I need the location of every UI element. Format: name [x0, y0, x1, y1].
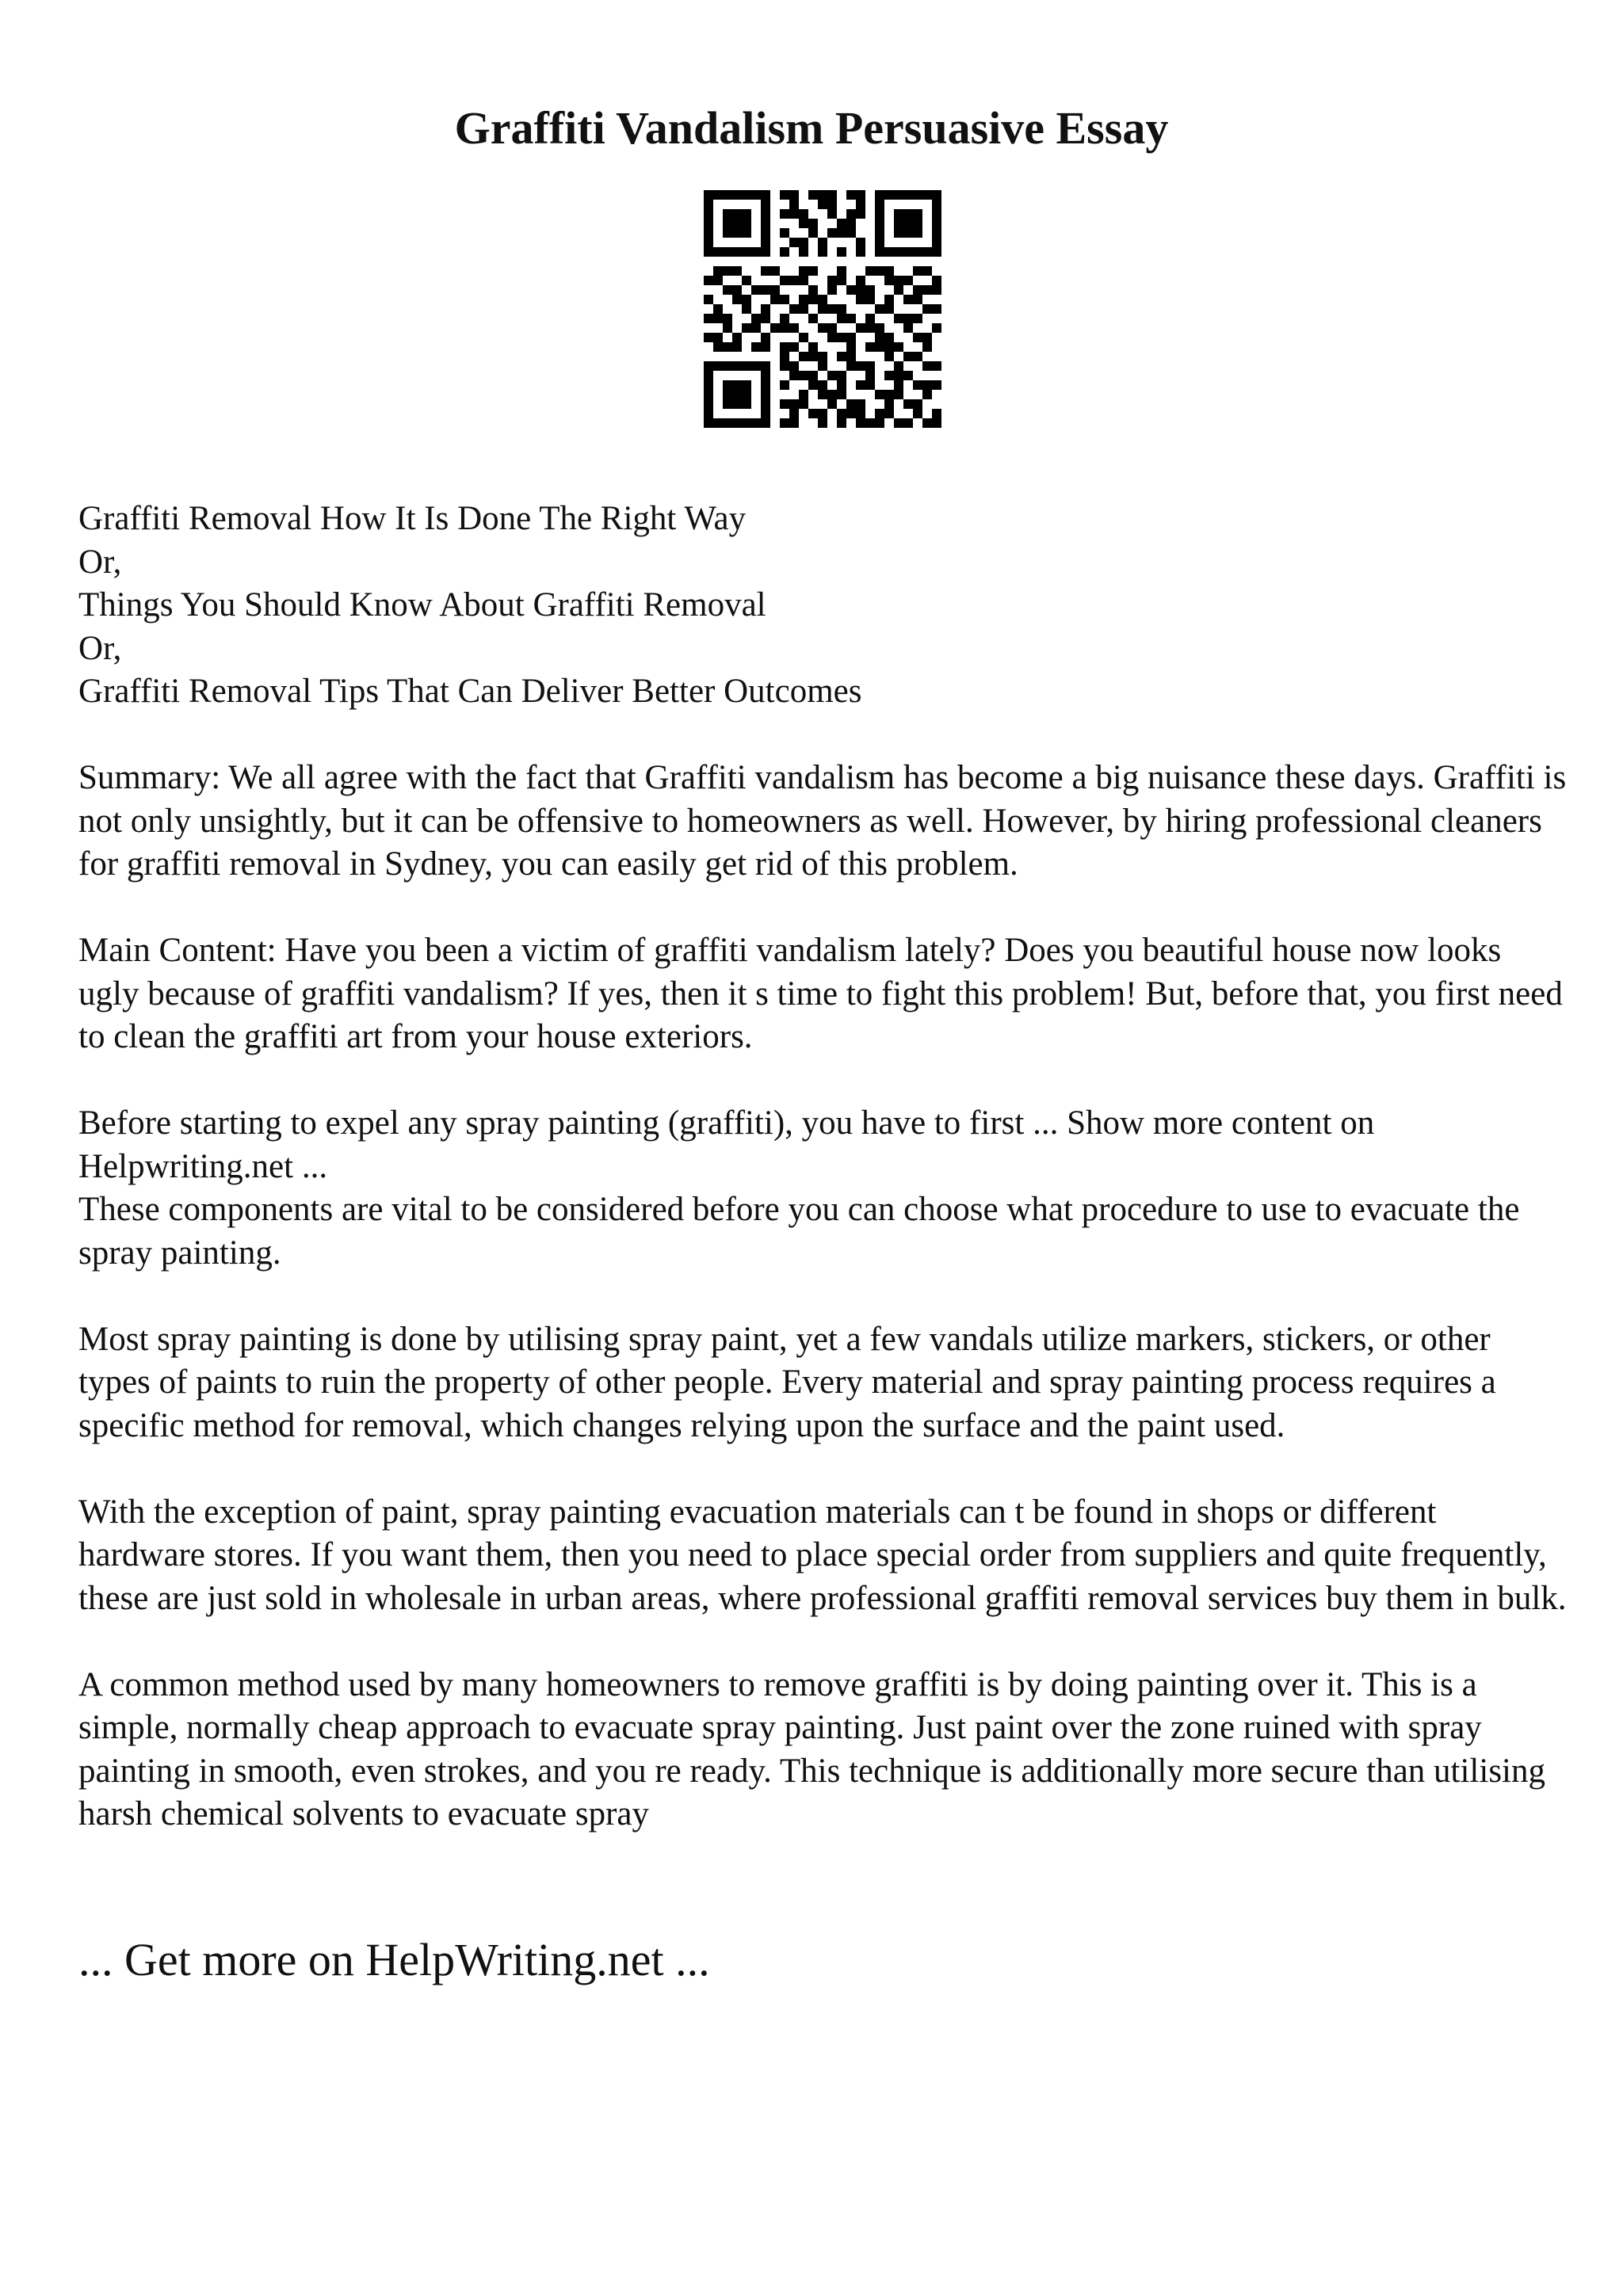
headline-option: Graffiti Removal Tips That Can Deliver Better Outcomes [78, 673, 862, 710]
exception-text: With the exception of paint, spray painting evacuation materials can t be found in shops or different hardware stores. If you want them, then you need to place special order from suppliers and quite frequently, these are just sold in wholesale in urban areas, where professional graffiti removal services buy them in bulk. [78, 1493, 1567, 1617]
common-method-paragraph [78, 1664, 1568, 1836]
before-starting-paragraph [78, 1102, 1568, 1188]
get-more-link[interactable]: ... Get more on HelpWriting.net ... [78, 1934, 710, 1985]
exception-paragraph [78, 1491, 1568, 1621]
components-text: These components are vital to be considered before you can choose what procedure to use to evacuate the spray painting. [78, 1191, 1520, 1272]
components-paragraph [78, 1188, 1568, 1275]
headline-separator: Or, [78, 543, 122, 581]
most-spray-paragraph [78, 1318, 1568, 1448]
common-method-text: A common method used by many homeowners to remove graffiti is by doing painting over it. This is a simple, normally cheap approach to evacuate spray painting. Just paint over the zone ruined with spray painting in smooth, even strokes, and you re ready. This technique is additionally more secure than utilising harsh chemical solvents to evacuate spray [78, 1665, 1545, 1833]
headline-option: Graffiti Removal How It Is Done The Right Way [78, 500, 747, 537]
main-content-text: Main Content: Have you been a victim of graffiti vandalism lately? Does you beautiful house now looks ugly because of graffiti vandalism? If yes, then it s time to fight this problem! But, before that, you first need to clean the graffiti art from your house exteriors. [78, 932, 1563, 1055]
headline-separator: Or, [78, 629, 122, 667]
page-title: Graffiti Vandalism Persuasive Essay [454, 102, 1169, 154]
most-spray-text: Most spray painting is done by utilising spray paint, yet a few vandals utilize markers, stickers, or other types of paints to ruin the property of other people. Every material and spray painting process requires a specific method for removal, which changes relying upon the surface and the paint used. [78, 1320, 1496, 1444]
before-starting-text: Before starting to expel any spray painting (graffiti), you have to first ... Show more content on Helpwriting.net ... [78, 1104, 1375, 1185]
headline-options [78, 498, 1568, 714]
headline-option: Things You Should Know About Graffiti Removal [78, 586, 766, 624]
summary-paragraph [78, 757, 1568, 887]
main-content-paragraph [78, 929, 1568, 1059]
qr-code-icon [704, 190, 941, 428]
summary-text: Summary: We all agree with the fact that Graffiti vandalism has become a big nuisance these days. Graffiti is not only unsightly, but it can be offensive to homeowners as well. However, by hiring professional cleaners for graffiti removal in Sydney, you can easily get rid of this problem. [78, 759, 1567, 883]
essay-body [78, 498, 1568, 1836]
